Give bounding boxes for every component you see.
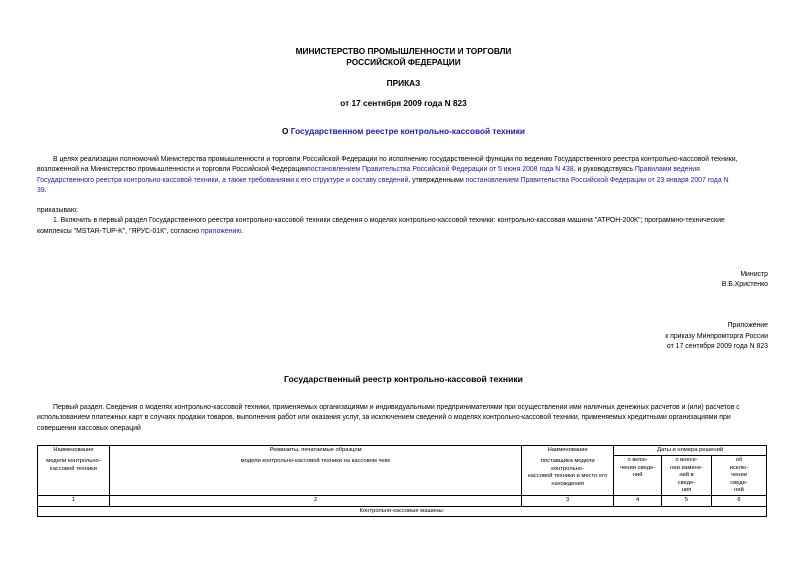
registry-table: [37, 445, 767, 517]
table-header-row: [38, 446, 767, 456]
col-changes-header: [662, 456, 712, 496]
signature-name: В.Б.Христенко: [721, 281, 768, 288]
ministry-line2: РОССИЙСКОЙ ФЕДЕРАЦИИ: [346, 57, 461, 67]
preamble-line4: [37, 186, 769, 196]
preamble-text: возложенной на Министерство промышленности и торговли Российской Федерации: [37, 166, 308, 174]
ministry-line1: МИНИСТЕРСТВО ПРОМЫШЛЕННОСТИ И ТОРГОВЛИ: [295, 46, 512, 56]
registry-intro-line2: использованием платежных карт в случаях продажи товаров, выполнения работ или оказания услуг, за исключением сведений о моделях контрольно-кассовой техники, применяемых кредитными организациями при: [37, 414, 731, 422]
column-number: 5: [662, 496, 712, 506]
header-text: модели контрольно-кассовой техники на кассовом чеке: [240, 458, 391, 465]
header-text: ний: [632, 472, 643, 479]
preamble-period: .: [44, 187, 47, 195]
header-text: об: [735, 457, 743, 464]
registry-intro: [37, 403, 769, 434]
section-label: Контрольно-кассовые машины:: [38, 506, 767, 516]
header-text: о вклю-: [627, 457, 648, 464]
doc-title-prefix: О: [282, 126, 291, 136]
header-text: чении: [731, 472, 747, 479]
preamble-text: , и руководствуясь: [573, 166, 633, 174]
col-exclusion-header: [712, 456, 767, 496]
header-text: Наименование: [547, 447, 588, 453]
header-text: ний: [734, 487, 744, 494]
header-text: нии измене-: [670, 464, 703, 471]
header-text: сведе-: [677, 479, 696, 486]
appendix-date-number: от 17 сентября 2009 года N 823: [666, 343, 768, 350]
header-text: контрольно-: [551, 465, 585, 472]
doc-title: [0, 126, 807, 137]
registry-intro-line3: совершении кассовых операций: [37, 424, 141, 432]
order-verb: приказываю:: [37, 207, 78, 214]
registry-intro-line1: Первый раздел. Сведения о моделях контрольно-кассовой техники, применяемых организациями и индивидуальными предпринимателями при осуществлении ими наличных денежных расчетов и (или) расчетов с: [53, 404, 740, 411]
rules-link-cont[interactable]: Государственного реестра контрольно-кассовой техники, а также требованиями к его структуре и составу сведений: [37, 176, 409, 184]
header-text: сведе-: [730, 479, 748, 486]
header-text: исклю-: [729, 464, 749, 471]
header-text: поставщика модели: [540, 458, 595, 465]
preamble-text: , утвержденными: [408, 176, 464, 184]
signature-position: Министр: [740, 271, 768, 278]
decree-39-link-cont[interactable]: 39: [37, 187, 45, 195]
table-number-row: [38, 496, 767, 506]
col-inclusion-header: [614, 456, 662, 496]
preamble-line2: [37, 165, 769, 175]
col-supplier-header: [522, 446, 614, 496]
decree-39-link[interactable]: постановлением Правительства Российской Федерации от 23 января 2007 года N: [465, 176, 729, 184]
column-number: 1: [38, 496, 110, 506]
column-number: 3: [522, 496, 614, 506]
order-item1-text: комплексы "MSTAR-TUP-K", "ЯРУС-01К", согласно: [37, 227, 201, 235]
table-section-row: [38, 506, 767, 516]
column-number: 6: [712, 496, 767, 506]
registry-title: Государственный реестр контрольно-кассовой техники: [284, 374, 523, 384]
header-text: Наименование: [53, 447, 94, 453]
header-text: Реквизиты, печатаемые образцом: [269, 447, 362, 453]
preamble-line1: В целях реализации полномочий Министерства промышленности и торговли Российской Федерации по исполнению государственной функции по ведению Государственного реестра контрольно-кассовой техники,: [53, 156, 738, 163]
col-model-name-header: [38, 446, 110, 496]
column-number: 4: [614, 496, 662, 506]
appendix-label: Приложение: [727, 322, 768, 329]
header-text: кассовой техники: [50, 465, 97, 472]
rules-link[interactable]: Правилами ведения: [634, 166, 700, 174]
header-text: ния: [681, 487, 692, 494]
appendix-link[interactable]: приложению: [200, 227, 242, 235]
preamble-line3: [37, 176, 769, 186]
doc-title-link[interactable]: Государственном реестре контрольно-кассовой техники: [290, 126, 525, 136]
header-text: ний в: [679, 472, 694, 479]
preamble: [37, 155, 769, 197]
order-item1-line1: 1. Включить в первый раздел Государственного реестра контрольно-кассовой техники сведения о моделях контрольно-кассовой техники: контрольно-кассовая машина "АТРОН-200К"; программно-технические: [53, 217, 725, 225]
column-number: 2: [109, 496, 521, 506]
order-item1-end: .: [241, 227, 244, 235]
decree-438-link[interactable]: постановлением Правительства Российской Федерации от 5 июня 2008 года N 438: [307, 166, 574, 174]
col-decisions-header: Даты и номера решений: [614, 446, 767, 456]
header-text: модели контрольно-: [46, 458, 101, 465]
order-item1-line2: [37, 227, 769, 237]
header-text: чении сведе-: [620, 464, 656, 471]
col-requisites-header: [109, 446, 521, 496]
header-text: о внесе-: [675, 457, 698, 464]
header-text: нахождения: [551, 480, 584, 487]
appendix-to-order: к приказу Минпромторга России: [665, 333, 768, 340]
doc-date-number: от 17 сентября 2009 года N 823: [340, 98, 467, 108]
order-block: [37, 206, 769, 237]
doc-type: ПРИКАЗ: [386, 78, 421, 88]
header-text: кассовой техники и место его: [528, 473, 608, 480]
